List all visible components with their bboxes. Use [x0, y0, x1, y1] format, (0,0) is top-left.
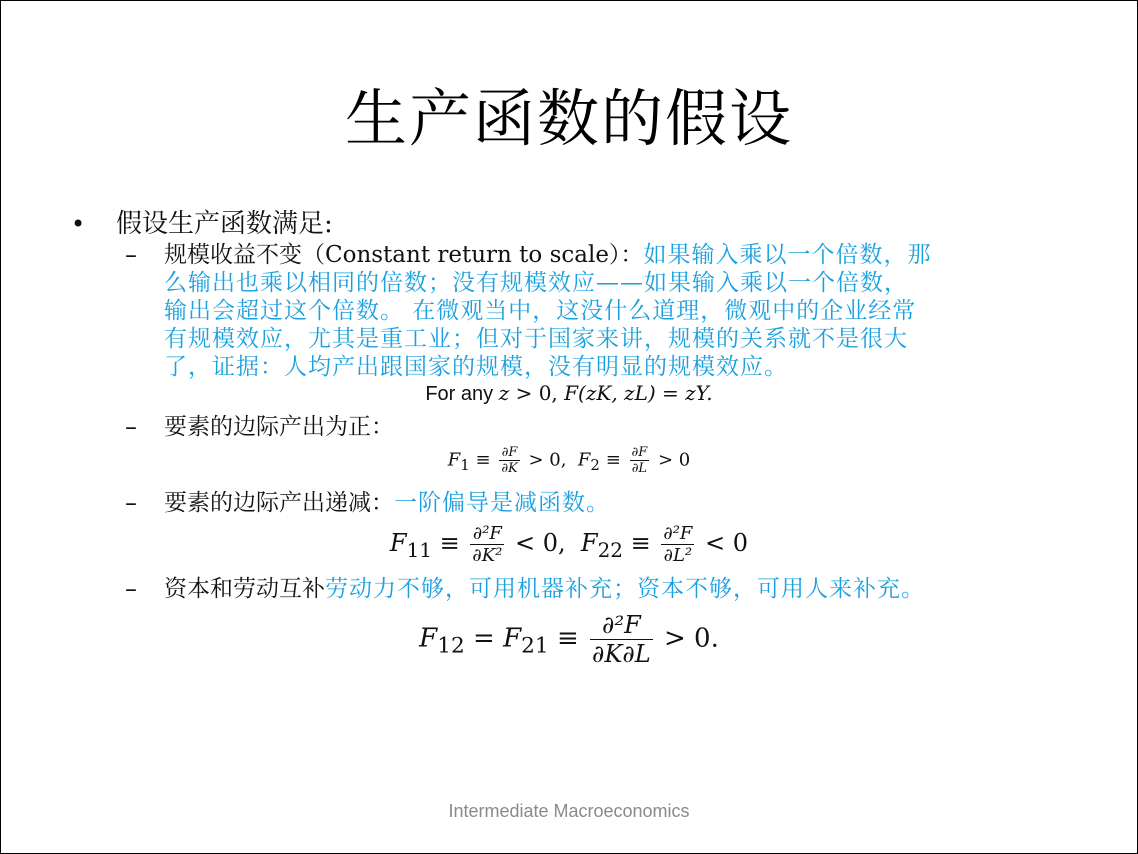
eq-dim-equiv2: ≡ [623, 529, 659, 557]
eq-comp-F21: F [503, 623, 522, 654]
eq-pos-F2: F [577, 449, 591, 471]
diminishing-label: 要素的边际产出递减： [164, 490, 394, 516]
eq-comp-sub12: 12 [437, 633, 465, 659]
eq-crs-gt0: > 0, [509, 381, 565, 405]
dash-icon: – [125, 489, 137, 517]
eq-pos-frac1-den: ∂K [501, 461, 518, 476]
eq-dim-F22: F [580, 529, 598, 557]
eq-comp-gt0: > 0. [655, 623, 719, 654]
equation-positive [1, 445, 1137, 476]
equation-complement [1, 611, 1137, 668]
eq-pos-F2-sub: 2 [590, 456, 600, 475]
crs-note-4: 有规模效应，尤其是重工业；但对于国家来讲，规模的关系就不是很大 [164, 326, 908, 352]
crs-note-2: 么输出也乘以相同的倍数；没有规模效应——如果输入乘以一个倍数， [164, 270, 908, 296]
eq-comp-eq: = [464, 623, 504, 654]
eq-comp-equiv: ≡ [548, 623, 588, 654]
complement-label: 资本和劳动互补 [164, 576, 325, 602]
eq-dim-frac1 [470, 523, 504, 566]
eq-comp-F12: F [419, 623, 438, 654]
eq-dim-sub22: 22 [597, 537, 624, 562]
eq-pos-frac2-den: ∂L [631, 461, 648, 476]
diminishing-note: 一阶偏导是减函数。 [394, 490, 610, 516]
dash-icon: – [125, 575, 137, 603]
eq-pos-frac2-num: ∂F [631, 445, 648, 460]
eq-pos-equiv2: ≡ [599, 449, 627, 471]
eq-dim-equiv1: ≡ [432, 529, 468, 557]
eq-comp-sub21: 21 [521, 633, 549, 659]
dash-icon: – [125, 413, 137, 441]
eq-dim-frac2-num: ∂²F [663, 523, 693, 544]
eq-dim-frac2-den: ∂L² [663, 545, 693, 566]
eq-pos-frac1 [499, 445, 519, 476]
eq-comp-frac [590, 611, 653, 668]
eq-dim-frac2 [661, 523, 694, 566]
equation-crs [1, 381, 1137, 406]
eq-pos-frac1-num: ∂F [499, 445, 519, 461]
eq-pos-F1: F [447, 449, 461, 471]
slide-footer: Intermediate Macroeconomics [448, 801, 690, 821]
eq-comp-frac-num: ∂²F [590, 611, 653, 640]
sub-bullet-complement [164, 575, 925, 603]
bullet-dot-icon: • [71, 210, 86, 238]
crs-label: 规模收益不变（Constant return to scale）： [164, 242, 644, 268]
eq-dim-frac1-den: ∂K² [472, 545, 503, 566]
dash-icon: – [125, 241, 137, 269]
complement-note: 劳动力不够，可用机器补充；资本不够，可用人来补充。 [325, 576, 925, 602]
slide-title: 生产函数的假设 [344, 82, 793, 155]
eq-dim-lt0b: < 0 [697, 529, 749, 557]
sub-bullet-diminishing [164, 489, 610, 517]
sub-bullet-crs [164, 241, 1064, 381]
sub-bullet-positive: 要素的边际产出为正： [164, 414, 394, 440]
eq-pos-frac2 [630, 445, 650, 476]
crs-note-5: 了，证据：人均产出跟国家的规模，没有明显的规模效应。 [164, 354, 788, 380]
eq-pos-F1-sub: 1 [460, 456, 470, 475]
eq-crs-z: z [498, 381, 510, 405]
equation-diminishing [1, 523, 1137, 566]
eq-comp-frac-den: ∂K∂L [592, 640, 651, 668]
eq-crs-body: F(zK, zL) = zY. [564, 381, 713, 405]
main-bullet-text: 假设生产函数满足: [116, 209, 333, 239]
crs-note-3: 输出会超过这个倍数。 在微观当中，这没什么道理，微观中的企业经常 [164, 298, 917, 324]
eq-pos-gt0a: > 0, [522, 449, 567, 471]
eq-dim-frac1-num: ∂²F [470, 523, 504, 545]
eq-pos-gt0b: > 0 [652, 449, 691, 471]
eq-dim-F11: F [389, 529, 407, 557]
crs-note-1: 如果输入乘以一个倍数，那 [643, 242, 932, 268]
eq-crs-prefix: For any [425, 383, 499, 405]
eq-dim-lt0a: < 0, [507, 529, 566, 557]
eq-pos-equiv1: ≡ [469, 449, 497, 471]
eq-dim-sub11: 11 [406, 537, 433, 562]
